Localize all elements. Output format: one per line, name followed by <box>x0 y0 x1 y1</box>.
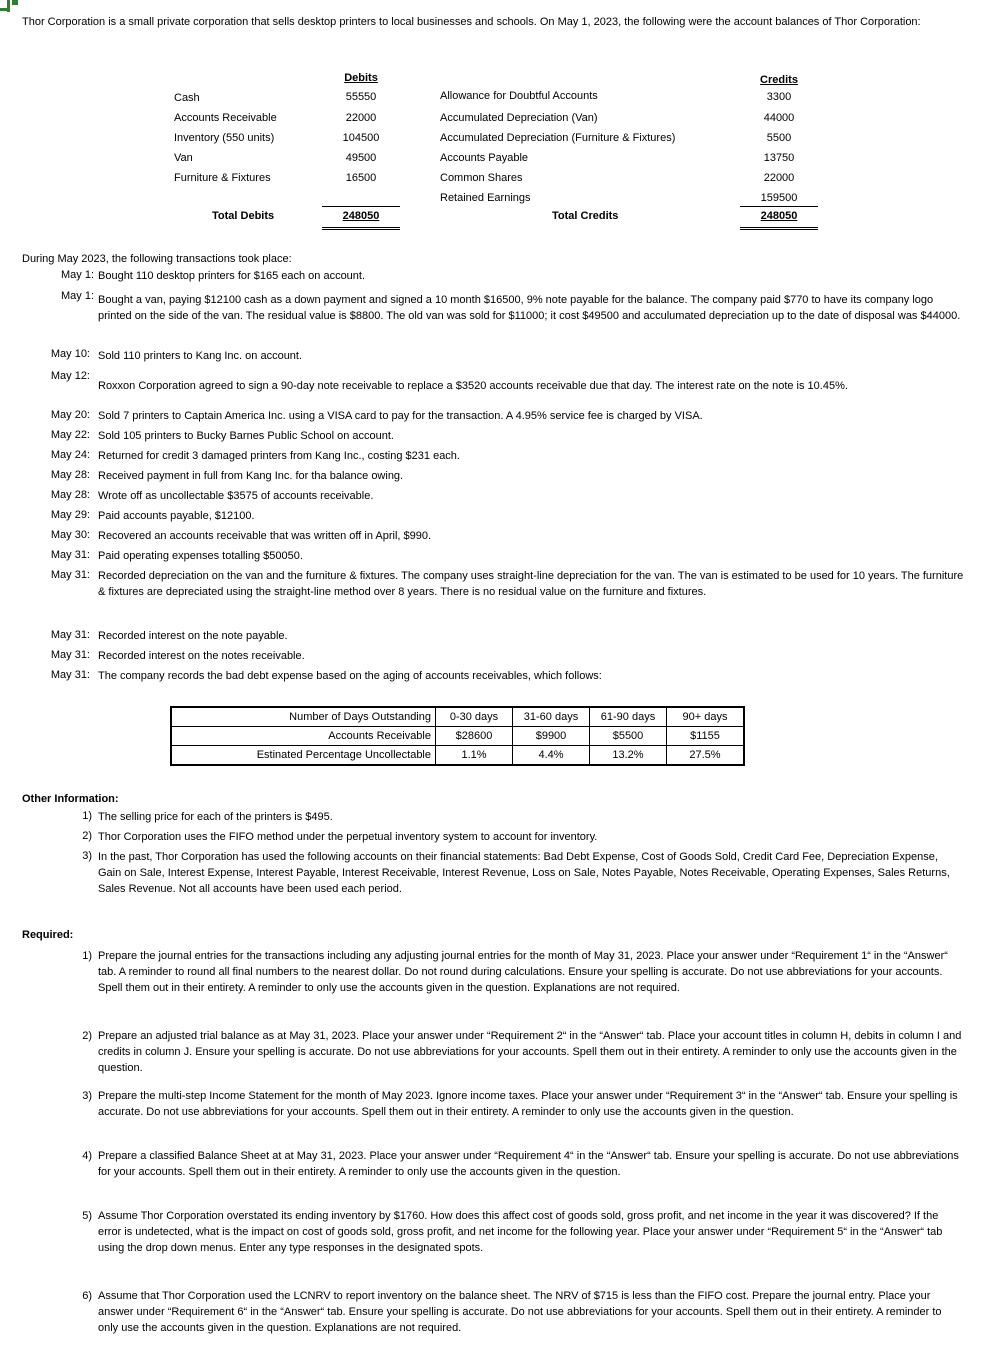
list-number: 2) <box>82 830 92 842</box>
credit-account: Retained Earnings <box>440 192 531 204</box>
table-row <box>171 727 744 746</box>
table-cell: $9900 <box>513 727 590 746</box>
table-cell: 13.2% <box>590 746 667 766</box>
total-credits-value: 248050 <box>760 210 798 222</box>
transaction-text: Paid operating expenses totalling $50050. <box>98 550 303 562</box>
cell-selection-marker-s <box>12 0 18 5</box>
row-label: Accounts Receivable <box>171 727 436 746</box>
list-item: Prepare a classified Balance Sheet at at May 31, 2023. Place your answer under “Requirement 4“ in the “Answer“ tab. Ensure your spelling is accurate. Do not use abbreviations for your accounts. Spell them out in their entirety. A reminder to only use the accounts given in the question. <box>98 1150 959 1178</box>
list-number: 2) <box>82 1030 92 1042</box>
required-heading: Required: <box>22 929 74 941</box>
total-credits-label: Total Credits <box>552 210 619 222</box>
transaction-text: Received payment in full from Kang Inc. for tha balance owing. <box>98 470 404 482</box>
credits-rule <box>740 206 818 207</box>
transaction-text: Wrote off as uncollectable $3575 of accounts receivable. <box>98 490 374 502</box>
list-item: Prepare the multi-step Income Statement for the month of May 2023. Ignore income taxes. Place your answer under “Requirement 3“ in the “Answer“ tab. Ensure your spelling is accurate. Do not use abbreviations for your accounts. Spell them out in their entirety. A reminder to only use the accounts given in the question. <box>98 1090 958 1118</box>
list-item: Assume that Thor Corporation used the LCNRV to report inventory on the balance sheet. The NRV of $715 is less than the FIFO cost. Prepare the journal entry. Place your answer under “Requirement 6“ in the “Answer“ tab. Ensure your spelling is accurate. Do not use abbreviations for your accounts. Spell them out in their entirety. A reminder to only use the accounts given in the question. Explanations are not required. <box>98 1290 942 1334</box>
transaction-date: May 28: <box>50 489 90 501</box>
debit-account: Cash <box>174 92 200 104</box>
transaction-date: May 31: <box>50 669 90 681</box>
transaction-text: The company records the bad debt expense based on the aging of accounts receivables, which follows: <box>98 670 602 682</box>
list-number: 4) <box>82 1150 92 1162</box>
credit-account: Accumulated Depreciation (Furniture & Fixtures) <box>440 132 676 144</box>
debit-account: Van <box>174 152 193 164</box>
list-item: In the past, Thor Corporation has used the following accounts on their financial statements: Bad Debt Expense, Cost of Goods Sold, Credit Card Fee, Depreciation Expense, Gain on Sale, Interest Expense, Interest Payable, Interest Receivable, Interest Revenue, Loss on Sale, Notes Payable, Notes Receivable, Operating Expenses, Sales Returns, Sales Revenue. Not all accounts have been used each period. <box>98 851 950 895</box>
debits-double-rule <box>322 227 400 230</box>
transaction-text: Returned for credit 3 damaged printers from Kang Inc., costing $231 each. <box>98 450 460 462</box>
credit-account: Accumulated Depreciation (Van) <box>440 112 598 124</box>
credit-amount: 159500 <box>760 192 798 204</box>
transaction-date: May 22: <box>50 429 90 441</box>
credit-account: Allowance for Doubtful Accounts <box>440 90 598 102</box>
transaction-text: Sold 110 printers to Kang Inc. on account. <box>98 350 303 362</box>
transaction-text: Paid accounts payable, $12100. <box>98 510 255 522</box>
transaction-date: May 1: <box>60 269 94 281</box>
table-cell: 1.1% <box>436 746 513 766</box>
debit-amount: 104500 <box>342 132 380 144</box>
aging-table <box>170 706 745 766</box>
list-number: 3) <box>82 850 92 862</box>
table-cell: 27.5% <box>667 746 745 766</box>
transaction-date: May 30: <box>50 529 90 541</box>
credit-amount: 22000 <box>763 172 795 184</box>
total-debits-label: Total Debits <box>212 210 275 222</box>
row-label: Estinated Percentage Uncollectable <box>171 746 436 766</box>
list-item: Thor Corporation uses the FIFO method under the perpetual inventory system to account for inventory. <box>98 831 598 843</box>
table-cell: 4.4% <box>513 746 590 766</box>
table-cell: $1155 <box>667 727 745 746</box>
credit-amount: 13750 <box>763 152 795 164</box>
transaction-date: May 28: <box>50 469 90 481</box>
debit-amount: 55550 <box>345 91 377 103</box>
transaction-date: May 31: <box>50 649 90 661</box>
transaction-date: May 24: <box>50 449 90 461</box>
table-cell: 90+ days <box>667 707 745 727</box>
credit-amount: 3300 <box>766 91 792 103</box>
credit-amount: 44000 <box>763 112 795 124</box>
table-cell: $5500 <box>590 727 667 746</box>
transaction-date: May 12: <box>50 370 90 382</box>
debits-header: Debits <box>344 72 378 84</box>
debit-amount: 16500 <box>345 172 377 184</box>
debit-account: Furniture & Fixtures <box>174 172 271 184</box>
table-cell: 31-60 days <box>513 707 590 727</box>
table-cell: 0-30 days <box>436 707 513 727</box>
list-item: Prepare the journal entries for the transactions including any adjusting journal entries for the month of May 31, 2023. Place your answer under “Requirement 1“ in the “Answer“ tab. A reminder to round all final numbers to the nearest dollar. Do not round during calculations. Ensure your spelling is accurate. Do not use abbreviations for your accounts. Spell them out in their entirety. A reminder to only use the accounts given in the question. Explanations are not required. <box>98 950 948 994</box>
debit-account: Inventory (550 units) <box>174 132 275 144</box>
transaction-date: May 31: <box>50 549 90 561</box>
credits-header: Credits <box>760 74 798 86</box>
table-cell: 61-90 days <box>590 707 667 727</box>
transaction-text: Sold 105 printers to Bucky Barnes Public School on account. <box>98 430 394 442</box>
cell-selection-marker-h <box>0 8 10 11</box>
list-item: The selling price for each of the printers is $495. <box>98 811 333 823</box>
credit-amount: 5500 <box>766 132 792 144</box>
list-number: 6) <box>82 1290 92 1302</box>
debit-amount: 22000 <box>345 112 377 124</box>
transaction-date: May 31: <box>50 629 90 641</box>
debit-amount: 49500 <box>345 152 377 164</box>
credit-account: Accounts Payable <box>440 152 529 164</box>
debits-rule <box>322 206 400 207</box>
list-item: Prepare an adjusted trial balance as at May 31, 2023. Place your answer under “Requirement 2“ in the “Answer“ tab. Place your account titles in column H, debits in column I and credits in column J. Ensure your spelling is accurate. Do not use abbreviations for your accounts. Spell them out in their entirety. A reminder to only use the accounts given in the question. <box>98 1030 962 1074</box>
transaction-text: Recorded interest on the notes receivable. <box>98 650 305 662</box>
list-number: 3) <box>82 1090 92 1102</box>
transaction-text: Recorded depreciation on the van and the furniture & fixtures. The company uses straight-line depreciation for the van. The van is estimated to be used for 10 years. The furniture & fixtures are depreciated using the straight-line method over 8 years. There is no residual value on the furniture and fixtures. <box>98 570 964 598</box>
transaction-date: May 20: <box>50 409 90 421</box>
transaction-date: May 10: <box>50 348 90 360</box>
table-row <box>171 707 744 727</box>
transaction-text: Bought a van, paying $12100 cash as a down payment and signed a 10 month $16500, 9% note payable for the balance. The company paid $770 to have its company logo printed on the side of the van. The residual value is $8800. The old van was sold for $11000; it cost $49500 and acculumated depreciation up to the date of disposal was $44000. <box>98 294 961 322</box>
table-cell: $28600 <box>436 727 513 746</box>
list-number: 1) <box>82 950 92 962</box>
transaction-text: Recorded interest on the note payable. <box>98 630 288 642</box>
transaction-text: Roxxon Corporation agreed to sign a 90-day note receivable to replace a $3520 accounts receivable due that day. The interest rate on the note is 10.45%. <box>98 380 848 392</box>
table-row <box>171 746 744 766</box>
debit-account: Accounts Receivable <box>174 112 277 124</box>
other-info-heading: Other Information: <box>22 793 119 805</box>
credits-double-rule <box>740 227 818 230</box>
total-debits-value: 248050 <box>342 210 380 222</box>
row-label: Number of Days Outstanding <box>171 707 436 727</box>
intro-paragraph: Thor Corporation is a small private corporation that sells desktop printers to local businesses and schools. On May 1, 2023, the following were the account balances of Thor Corporation: <box>22 16 921 28</box>
transaction-date: May 1: <box>60 290 94 302</box>
transaction-date: May 31: <box>50 569 90 581</box>
list-item: Assume Thor Corporation overstated its ending inventory by $1760. How does this affect cost of goods sold, gross profit, and net income in the year it was discovered? If the error is undetected, what is the impact on cost of goods sold, gross profit, and net income for the following year. Place your answer under “Requirement 5“ in the “Answer“ tab using the drop down menus. Enter any type responses in the designated spots. <box>98 1210 943 1254</box>
transaction-text: Sold 7 printers to Captain America Inc. using a VISA card to pay for the transaction. A 4.95% service fee is charged by VISA. <box>98 410 703 422</box>
transaction-date: May 29: <box>50 509 90 521</box>
transaction-text: Bought 110 desktop printers for $165 each on account. <box>98 270 366 282</box>
transaction-text: Recovered an accounts receivable that was written off in April, $990. <box>98 530 432 542</box>
credit-account: Common Shares <box>440 172 523 184</box>
transactions-intro: During May 2023, the following transactions took place: <box>22 253 292 265</box>
list-number: 5) <box>82 1210 92 1222</box>
list-number: 1) <box>82 810 92 822</box>
